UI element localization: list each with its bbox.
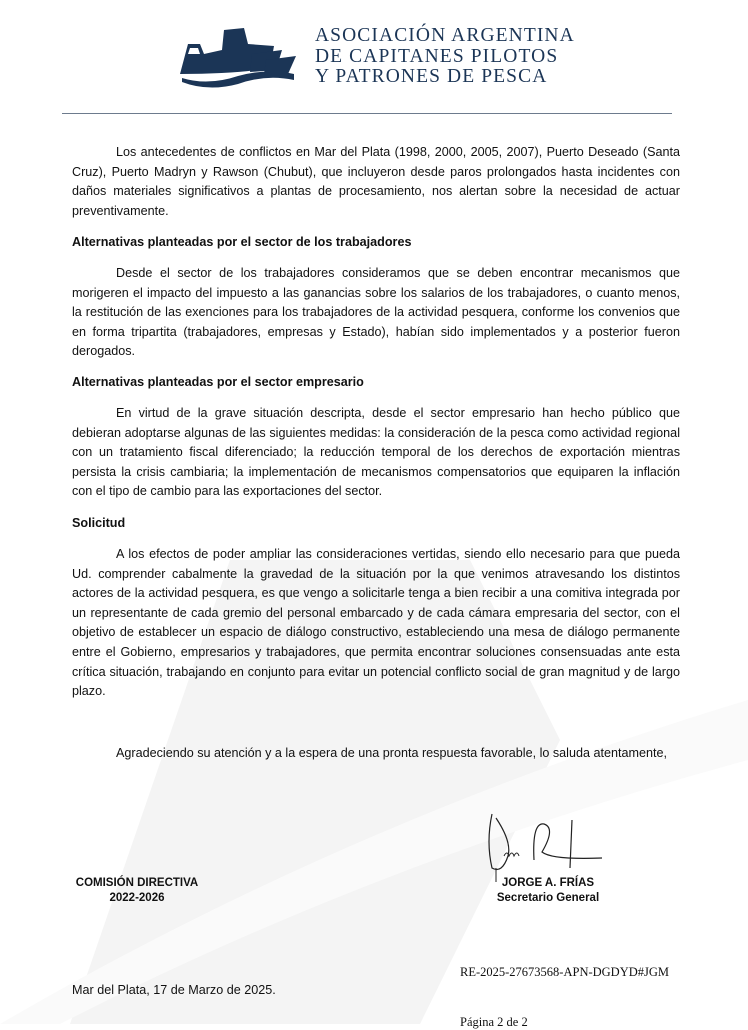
paragraph: A los efectos de poder ampliar las consideraciones vertidas, siendo ello necesario para que pueda Ud. comprender cabalmente la gravedad de la situación por la que venimos atravesando los distintos actores de la actividad pesquera, es que vengo a solicitarle tenga a bien recibir a una comitiva integrada por un representante de cada gremio del personal embarcado y de cada cámara empresaria del sector, con el objetivo de establecer un espacio de diálogo constructivo, estableciendo una mesa de diálogo permanente entre el Gobierno, empresarios y trabajadores, que permita encontrar soluciones consensuadas ante esta crítica situación, trabajando en conjunto para evitar un potencial conflicto social de gran magnitud y de largo plazo.: [72, 547, 680, 699]
signer-block: [478, 876, 618, 906]
signer-name: JORGE A. FRÍAS: [501, 877, 595, 889]
org-line: Y PATRONES DE PESCA: [315, 66, 548, 87]
org-line: DE CAPITANES PILOTOS: [315, 45, 559, 67]
committee-block: [62, 876, 212, 906]
signature: [482, 812, 607, 882]
section-heading: Alternativas planteadas por el sector empresario: [72, 375, 364, 389]
reference-number: RE-2025-27673568-APN-DGDYD#JGM: [460, 965, 670, 979]
document-date: Mar del Plata, 17 de Marzo de 2025.: [72, 983, 276, 997]
paragraph: En virtud de la grave situación descripta, desde el sector empresario han hecho público que debieran adoptarse algunas de las siguientes medidas: la consideración de la pesca como actividad regional con un tratamiento fiscal diferenciado; la reducción temporal de los derechos de exportación mientras persista la crisis cambiaria; la implementación de mecanismos compensatorios que equiparen la inflación con el tipo de cambio para las exportaciones del sector.: [72, 406, 680, 499]
org-line: ASOCIACIÓN ARGENTINA: [315, 25, 575, 46]
ship-logo: [178, 24, 296, 88]
header-divider: [62, 113, 672, 114]
section-heading: Alternativas planteadas por el sector de los trabajadores: [72, 235, 412, 249]
organization-name: [315, 26, 575, 88]
section-heading: Solicitud: [72, 516, 126, 530]
closing-line: Agradeciendo su atención y a la espera de una pronta respuesta favorable, lo saluda atentamente,: [116, 746, 668, 760]
page-number: Página 2 de 2: [460, 1015, 528, 1029]
committee-years: 2022-2026: [109, 892, 165, 904]
paragraph: Los antecedentes de conflictos en Mar del Plata (1998, 2000, 2005, 2007), Puerto Deseado (Santa Cruz), Puerto Madryn y Rawson (Chubut), que incluyeron desde paros prolongados hasta incidentes con daños materiales significativos a plantas de procesamiento, nos alertan sobre la necesidad de actuar preventivamente.: [72, 145, 680, 218]
signer-title: Secretario General: [496, 892, 600, 904]
paragraph: Desde el sector de los trabajadores consideramos que se deben encontrar mecanismos que morigeren el impacto del impuesto a las ganancias sobre los salarios de los trabajadores, o cuanto menos, la restitución de las exenciones para los trabajadores de la actividad pesquera, conforme los convenios que en forma tripartita (trabajadores, empresas y Estado), habían sido implementados y a posterior fueron derogados.: [72, 266, 680, 359]
committee-name: COMISIÓN DIRECTIVA: [75, 877, 199, 889]
